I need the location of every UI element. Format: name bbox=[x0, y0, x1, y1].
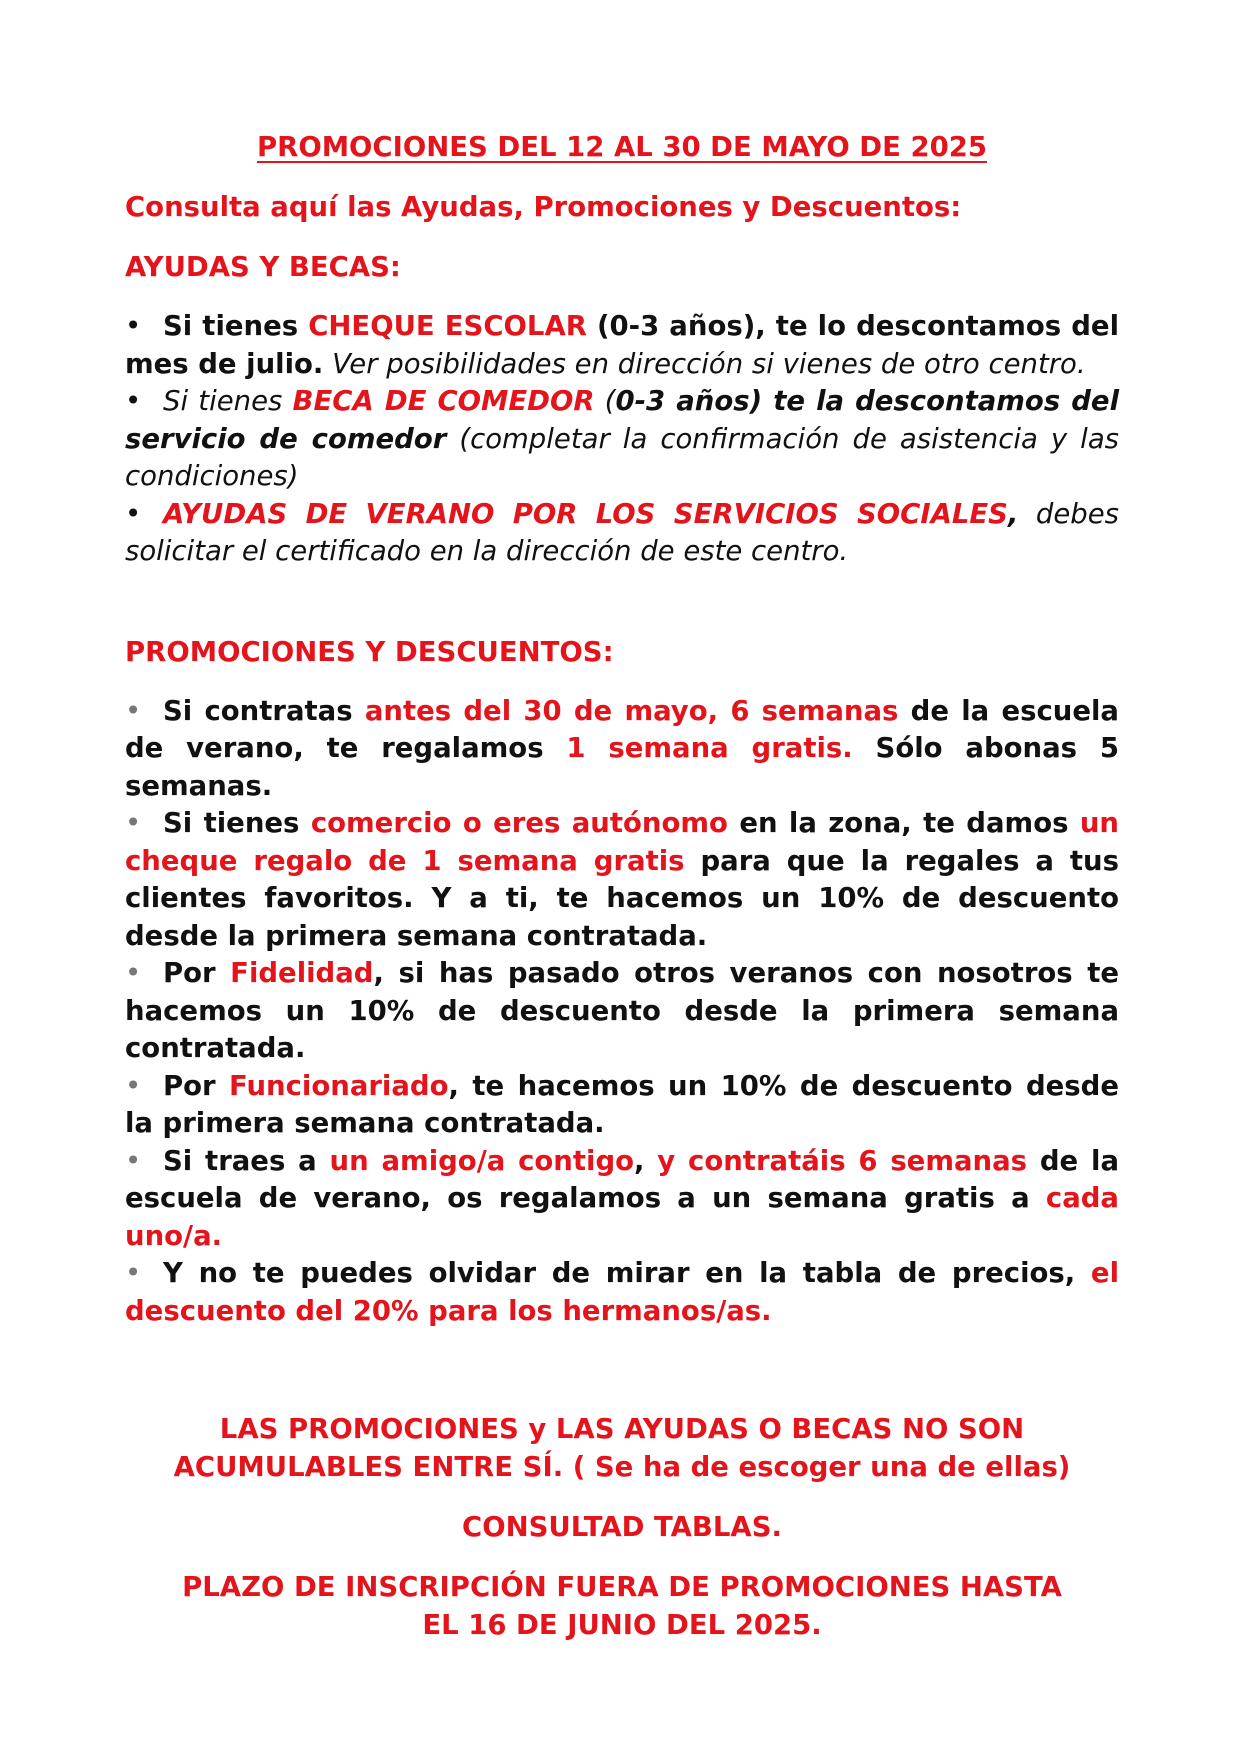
deadline-line-2: EL 16 DE JUNIO DEL 2025. bbox=[422, 1609, 822, 1641]
item-highlight: Funcionariado bbox=[229, 1069, 449, 1102]
item-text: para que la regales a tus clientes favoritos. Y a ti, te hacemos un 10% de descuento desde la primera semana contratada. bbox=[125, 844, 1119, 952]
intro-line: Consulta aquí las Ayudas, Promociones y Descuentos: bbox=[125, 191, 962, 223]
list-item bbox=[125, 383, 1119, 496]
list-item bbox=[125, 693, 1119, 806]
bullet-icon: • bbox=[125, 497, 142, 530]
list-item bbox=[125, 805, 1119, 955]
item-highlight: comercio o eres autónomo bbox=[310, 807, 728, 839]
spacer bbox=[125, 1330, 1119, 1410]
bullet-icon: • bbox=[125, 1069, 142, 1102]
page-title: PROMOCIONES DEL 12 AL 30 DE MAYO DE 2025 bbox=[256, 131, 987, 163]
bullet-icon: • bbox=[125, 1144, 142, 1177]
item-highlight: un amigo/a contigo bbox=[329, 1144, 635, 1177]
bullet-icon: • bbox=[125, 1257, 142, 1289]
item-highlight: 1 semana gratis. bbox=[566, 732, 853, 764]
bullet-icon: • bbox=[125, 310, 142, 342]
list-item bbox=[125, 1068, 1119, 1143]
item-highlight: Fidelidad bbox=[230, 957, 374, 989]
item-text: Si tienes bbox=[163, 807, 311, 839]
list-item bbox=[125, 308, 1119, 383]
item-text: Si contratas bbox=[163, 694, 365, 727]
list-item bbox=[125, 955, 1119, 1068]
promos-list bbox=[125, 693, 1119, 1331]
item-note: debes solicitar el certificado en la dirección de este centro. bbox=[125, 497, 1119, 567]
item-text: Si tienes bbox=[163, 385, 293, 417]
item-text: 0-3 años) te la descontamos del servicio de comedor bbox=[125, 385, 1119, 455]
spacer bbox=[125, 571, 1119, 633]
item-text: de la escuela de verano, os regalamos a un semana gratis a bbox=[125, 1144, 1120, 1214]
item-text: ( bbox=[594, 385, 616, 417]
ayudas-list bbox=[125, 308, 1119, 571]
item-highlight: antes del 30 de mayo, 6 semanas bbox=[364, 694, 899, 727]
item-text: Por bbox=[163, 1069, 230, 1102]
consult-tables-notice: CONSULTAD TABLAS. bbox=[462, 1511, 782, 1543]
item-highlight: cada uno/a. bbox=[125, 1182, 1119, 1252]
non-cumulative-notice: LAS PROMOCIONES y LAS AYUDAS O BECAS NO SON ACUMULABLES ENTRE SÍ. ( Se ha de escoger una de ellas) bbox=[173, 1413, 1071, 1483]
item-note: (completar la confirmación de asistencia y las condiciones) bbox=[125, 422, 1119, 492]
item-text: , bbox=[1007, 497, 1019, 530]
item-text: (0-3 años), te lo descontamos del mes de julio. bbox=[125, 310, 1119, 380]
item-text: , te hacemos un 10% de descuento desde la primera semana contratada. bbox=[125, 1069, 1119, 1139]
item-text: , bbox=[634, 1144, 645, 1177]
item-text: en la zona, te damos bbox=[727, 807, 1080, 839]
item-text: , si has pasado otros veranos con nosotros te hacemos un 10% de descuento desde la primera semana contratada. bbox=[125, 957, 1119, 1064]
bullet-icon: • bbox=[125, 807, 142, 839]
item-text: Por bbox=[163, 957, 231, 989]
list-item bbox=[125, 496, 1119, 571]
bullet-icon: • bbox=[125, 957, 142, 989]
item-text: Si traes a bbox=[163, 1144, 330, 1177]
item-text: Y no te puedes olvidar de mirar en la tabla de precios, bbox=[163, 1257, 1091, 1289]
deadline-line-1: PLAZO DE INSCRIPCIÓN FUERA DE PROMOCIONES HASTA bbox=[182, 1571, 1062, 1603]
item-highlight: AYUDAS DE VERANO POR LOS SERVICIOS SOCIALES bbox=[163, 497, 1008, 530]
item-text: Sólo abonas 5 semanas. bbox=[125, 732, 1119, 802]
item-text: de la escuela de verano, te regalamos bbox=[125, 694, 1119, 764]
bullet-icon: • bbox=[125, 694, 142, 727]
item-highlight: un cheque regalo de 1 semana gratis bbox=[125, 807, 1119, 877]
item-note: Ver posibilidades en dirección si vienes de otro centro. bbox=[323, 347, 1086, 380]
promos-heading: PROMOCIONES Y DESCUENTOS: bbox=[125, 635, 614, 668]
item-highlight: BECA DE COMEDOR bbox=[292, 385, 595, 417]
bullet-icon: • bbox=[125, 385, 142, 417]
list-item bbox=[125, 1255, 1119, 1330]
item-highlight: CHEQUE ESCOLAR bbox=[308, 310, 587, 342]
item-highlight: el descuento del 20% para los hermanos/as. bbox=[125, 1257, 1119, 1327]
item-text: Si tienes bbox=[163, 310, 309, 342]
item-highlight: y contratáis 6 semanas bbox=[644, 1144, 1028, 1177]
list-item bbox=[125, 1143, 1119, 1256]
deadline-notice bbox=[125, 1568, 1119, 1644]
ayudas-heading: AYUDAS Y BECAS: bbox=[125, 251, 401, 283]
